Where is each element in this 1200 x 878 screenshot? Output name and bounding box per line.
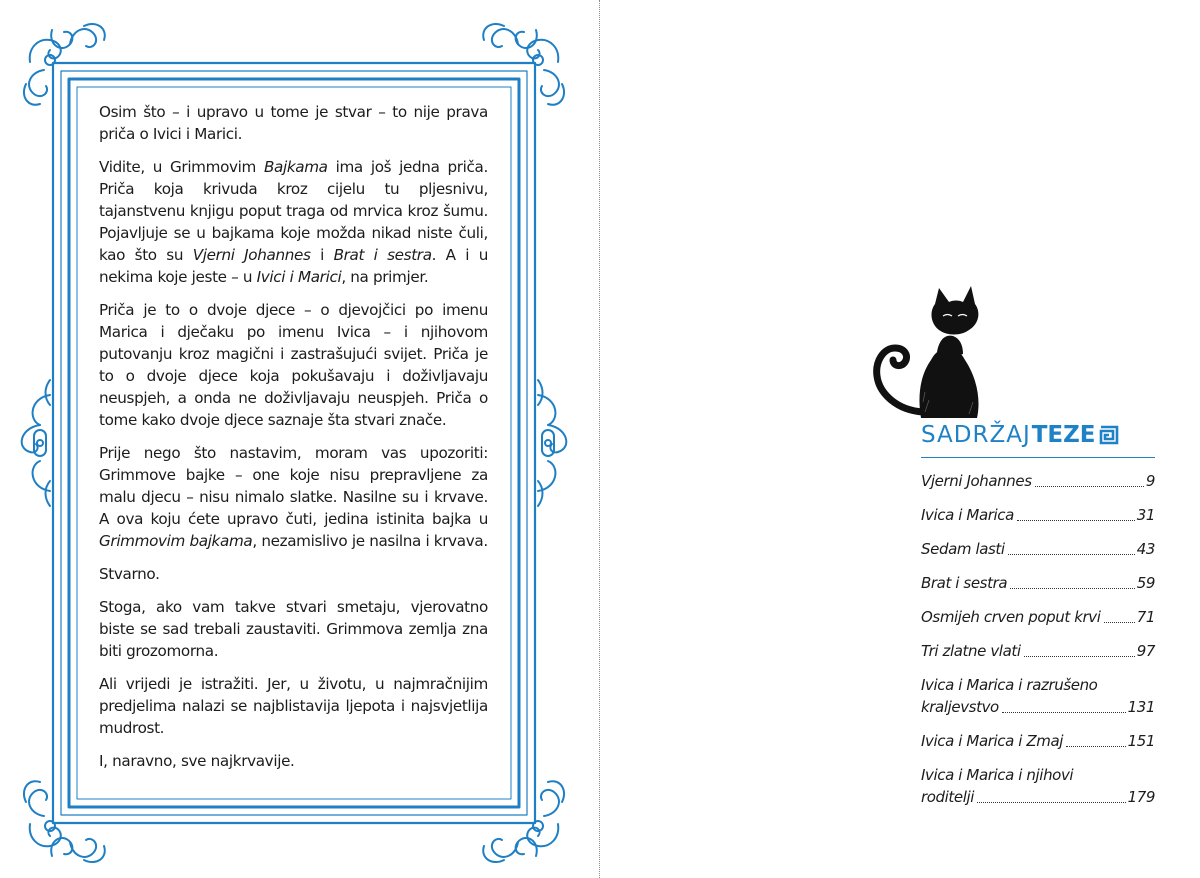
paragraph-text: Osim što – i upravo u tome je stvar – to nije prava priča o Ivici i Marici. [99,103,488,143]
toc-page-number: 59 [1136,574,1155,592]
toc-leader-dots [1035,486,1144,487]
toc-entry-title: Osmijeh crven poput krvi [921,608,1101,626]
publisher-logo-text: TEZE [1031,422,1096,448]
toc-page-number: 9 [1145,472,1155,490]
story-paragraph [99,750,488,772]
toc-entry-title-cont: roditelji [921,788,975,806]
toc-entry-title: Ivica i Marica [921,506,1014,524]
toc-page-number: 179 [1127,788,1155,806]
paragraph-text: Stoga, ako vam takve stvari smetaju, vjerovatno biste se sad trebali zaustaviti. Grimmova zemlja zna biti grozomorna. [99,598,488,660]
toc-entry[interactable] [921,504,1155,526]
story-paragraph [99,156,488,288]
story-paragraph [99,442,488,552]
paragraph-text: Prije nego što nastavim, moram vas upozoriti: Grimmove bajke – one koje nisu prepravljene za malu djecu – nisu nimalo slatke. Nasilne su i krvave. A ova koju ćete upravo čuti, jedina istinita bajka u [99,444,488,528]
story-paragraph [99,563,488,585]
toc-leader-dots [1024,656,1135,657]
toc-leader-dots [1010,588,1135,589]
story-paragraph [99,596,488,662]
toc-entry-title: Brat i sestra [921,574,1008,592]
toc-entry-title: Tri zlatne vlati [921,642,1021,660]
paragraph-text: I, naravno, sve najkrvavije. [99,752,295,770]
story-paragraph [99,673,488,739]
toc-page-number: 131 [1127,698,1155,716]
toc-entry[interactable] [921,538,1155,560]
paragraph-text: , nezamislivo je nasilna i krvava. [252,532,488,550]
toc-entry-title: Vjerni Johannes [921,472,1032,490]
toc-entry-title: Sedam lasti [921,540,1005,558]
toc-page-number: 31 [1136,506,1155,524]
toc-divider [921,457,1155,458]
italic-title-text: Ivici i Marici [256,268,342,286]
story-text [99,101,488,783]
toc-title: SADRŽAJ [921,422,1031,448]
paragraph-text: Vidite, u Grimmovim [99,158,264,176]
italic-title-text: Brat i sestra [333,246,432,264]
toc-entry[interactable] [921,674,1155,718]
spiral-logo-icon [1099,425,1119,445]
paragraph-text: i [310,246,334,264]
toc-leader-dots [977,802,1126,803]
toc-entry[interactable] [921,730,1155,752]
paragraph-text: ima još jedna priča. Priča koja krivuda kroz cijelu tu pljesnivu, tajanstvenu knjigu poput traga od mrvica kroz šumu. Pojavljuje se u bajkama koje možda nikad niste čuli, kao što su [99,158,488,264]
toc-entry-title: Ivica i Marica i razrušeno [921,676,1098,694]
toc-entry-title: Ivica i Marica i njihovi [921,766,1074,784]
toc-page-number: 151 [1127,732,1155,750]
black-cat-illustration [865,282,995,422]
story-paragraph [99,101,488,145]
table-of-contents [921,470,1155,820]
toc-page-number: 71 [1136,608,1155,626]
toc-leader-dots [1008,554,1135,555]
paragraph-text: Ali vrijedi je istražiti. Jer, u životu, u najmračnijim predjelima nalazi se najblistavija ljepota i najsvjetlija mudrost. [99,675,488,737]
italic-title-text: Grimmovim bajkama [99,532,253,550]
toc-entry[interactable] [921,470,1155,492]
toc-entry[interactable] [921,606,1155,628]
paragraph-text: , na primjer. [341,268,429,286]
right-page [601,0,1200,878]
toc-entry-title: Ivica i Marica i Zmaj [921,732,1064,750]
toc-heading [921,422,1119,448]
italic-title-text: Bajkama [263,158,328,176]
toc-leader-dots [1002,712,1126,713]
toc-leader-dots [1066,746,1125,747]
toc-entry[interactable] [921,764,1155,808]
toc-leader-dots [1104,622,1135,623]
toc-entry[interactable] [921,640,1155,662]
paragraph-text: Priča je to o dvoje djece – o djevojčici po imenu Marica i dječaku po imenu Ivica – i njihovom putovanju kroz magični i zastrašujući svijet. Priča je to o dvoje djece koja pokušavaju i doživljavaju neuspjeh, a onda ne doživljavaju neuspjeh. Priča o tome kako dvoje djece saznaje šta stvari znače. [99,301,488,429]
toc-leader-dots [1017,520,1135,521]
paragraph-text: . A i u nekima koje jeste – u [99,246,488,286]
story-paragraph [99,299,488,431]
toc-page-number: 97 [1136,642,1155,660]
toc-entry[interactable] [921,572,1155,594]
italic-title-text: Vjerni Johannes [192,246,311,264]
toc-page-number: 43 [1136,540,1155,558]
paragraph-text: Stvarno. [99,565,160,583]
toc-entry-title-cont: kraljevstvo [921,698,999,716]
